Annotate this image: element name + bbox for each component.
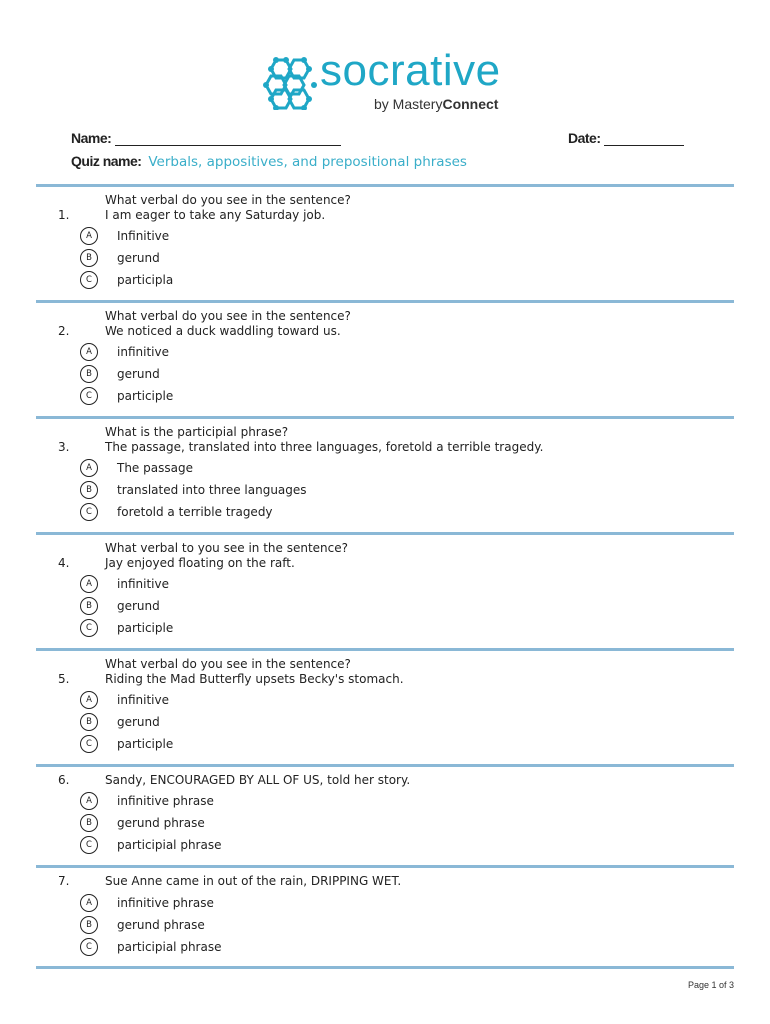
option-label: gerund [117,251,160,265]
option-label: gerund [117,715,160,729]
option-b[interactable] [80,365,480,385]
divider [36,532,734,535]
question-text: Sue Anne came in out of the rain, DRIPPING WET. [105,874,402,888]
option-label: infinitive [117,345,169,359]
option-label: gerund phrase [117,816,205,830]
option-letter-badge: A [80,343,98,361]
hexagon-molecule-icon [262,54,318,110]
option-letter-badge: B [80,814,98,832]
option-letter-badge: C [80,735,98,753]
option-a[interactable] [80,459,480,479]
option-letter-badge: C [80,271,98,289]
socrative-logo [262,46,522,116]
option-label: participla [117,273,174,287]
option-letter-badge: C [80,387,98,405]
question-number: 7. [58,874,70,888]
option-a[interactable] [80,691,480,711]
brand-name: socrative [320,46,501,95]
page-number: Page 1 of 3 [687,980,734,990]
option-a[interactable] [80,894,480,914]
option-b[interactable] [80,713,480,733]
option-c[interactable] [80,735,480,755]
question-text: What verbal to you see in the sentence? Jay enjoyed floating on the raft. [105,541,348,570]
name-blank-line[interactable] [115,133,341,146]
question-text: What verbal do you see in the sentence? I am eager to take any Saturday job. [105,193,351,222]
question-text: What verbal do you see in the sentence? We noticed a duck waddling toward us. [105,309,351,338]
option-letter-badge: A [80,227,98,245]
divider [36,184,734,187]
option-b[interactable] [80,814,480,834]
option-letter-badge: C [80,619,98,637]
option-label: gerund [117,599,160,613]
question-number: 5. [58,672,70,686]
divider [36,764,734,767]
question-text: Sandy, ENCOURAGED BY ALL OF US, told her story. [105,773,411,787]
divider [36,300,734,303]
option-c[interactable] [80,619,480,639]
divider [36,966,734,969]
option-letter-badge: A [80,792,98,810]
question-number: 4. [58,556,70,570]
name-field [71,130,341,146]
option-letter-badge: A [80,691,98,709]
question-number: 6. [58,773,70,787]
divider [36,648,734,651]
option-label: foretold a terrible tragedy [117,505,273,519]
option-letter-badge: B [80,713,98,731]
option-b[interactable] [80,597,480,617]
option-a[interactable] [80,343,480,363]
option-label: translated into three languages [117,483,307,497]
option-letter-badge: A [80,459,98,477]
option-label: infinitive [117,577,169,591]
option-label: Infinitive [117,229,170,243]
option-b[interactable] [80,481,480,501]
quiz-name-value: Verbals, appositives, and prepositional phrases [148,154,467,170]
option-c[interactable] [80,387,480,407]
option-letter-badge: A [80,575,98,593]
option-c[interactable] [80,271,480,291]
option-label: participle [117,389,174,403]
question-number: 3. [58,440,70,454]
question-number: 1. [58,208,70,222]
date-label: Date: [568,130,601,146]
option-a[interactable] [80,792,480,812]
option-letter-badge: C [80,836,98,854]
brand-byline: by MasteryConnect [374,96,499,112]
quiz-name-label: Quiz name: [71,153,142,169]
divider [36,865,734,868]
option-c[interactable] [80,938,480,958]
option-b[interactable] [80,916,480,936]
option-letter-badge: A [80,894,98,912]
name-label: Name: [71,130,112,146]
option-label: participial phrase [117,940,222,954]
option-letter-badge: B [80,365,98,383]
option-label: The passage [117,461,193,475]
question-text: What verbal do you see in the sentence? Riding the Mad Butterfly upsets Becky's stomach. [105,657,404,686]
option-c[interactable] [80,836,480,856]
option-b[interactable] [80,249,480,269]
option-a[interactable] [80,227,480,247]
option-letter-badge: B [80,916,98,934]
option-label: participle [117,737,174,751]
option-letter-badge: B [80,249,98,267]
date-blank-line[interactable] [604,133,684,146]
option-a[interactable] [80,575,480,595]
option-label: gerund phrase [117,918,205,932]
option-letter-badge: B [80,597,98,615]
option-c[interactable] [80,503,480,523]
option-label: infinitive [117,693,169,707]
question-text: What is the participial phrase? The passage, translated into three languages, foretold a terrible tragedy. [105,425,544,454]
question-number: 2. [58,324,70,338]
option-label: gerund [117,367,160,381]
option-label: participial phrase [117,838,222,852]
option-label: infinitive phrase [117,896,214,910]
option-letter-badge: C [80,503,98,521]
option-letter-badge: C [80,938,98,956]
divider [36,416,734,419]
quiz-name-field [71,153,467,170]
option-label: infinitive phrase [117,794,214,808]
option-letter-badge: B [80,481,98,499]
date-field [568,130,684,146]
option-label: participle [117,621,174,635]
